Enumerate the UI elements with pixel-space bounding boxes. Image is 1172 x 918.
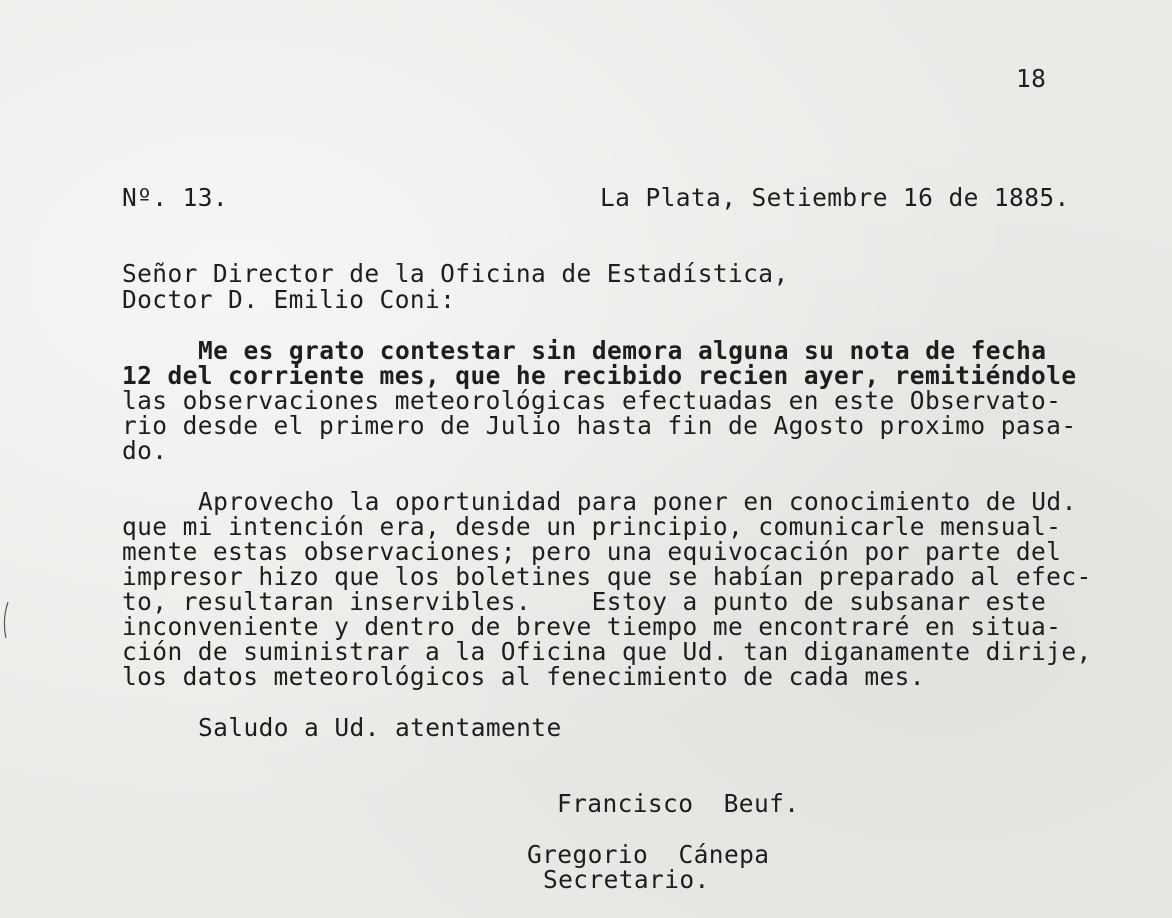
paragraph-line: los datos meteorológicos al fenecimiento de cada mes.	[122, 662, 925, 691]
paragraph-explanation	[122, 489, 1102, 689]
paragraph-line: inconveniente y dentro de breve tiempo me encontraré en situa-	[122, 612, 1062, 641]
paragraph-line: las observaciones meteorológicas efectuadas en este Observato-	[122, 386, 1062, 415]
document-number: Nº. 13.	[122, 183, 229, 212]
secretary-title: Secretario.	[543, 865, 710, 894]
paragraph-line: que mi intención era, desde un principio, comunicarle mensual-	[122, 512, 1062, 541]
signer-name: Francisco Beuf.	[557, 789, 800, 818]
paragraph-line: ción de suministrar a la Oficina que Ud. tan diganamente dirije,	[122, 637, 1092, 666]
secretary-name: Gregorio Cánepa	[527, 840, 770, 869]
addressee-line: Señor Director de la Oficina de Estadística,	[122, 259, 789, 288]
closing-line: Saludo a Ud. atentamente	[198, 713, 562, 742]
paragraph-line: Me es grato contestar sin demora alguna su nota de fecha	[198, 336, 1047, 365]
paragraph-line: 12 del corriente mes, que he recibido recien ayer, remitiéndole	[122, 361, 1077, 390]
paragraph-line: Aprovecho la oportunidad para poner en conocimiento de Ud.	[198, 487, 1077, 516]
paragraph-reply	[122, 338, 1102, 463]
page-number: 18	[1016, 64, 1047, 93]
addressee-line: Doctor D. Emilio Coni:	[122, 285, 456, 314]
paragraph-line: mente estas observaciones; pero una equivocación por parte del	[122, 537, 1062, 566]
paragraph-line: do.	[122, 436, 168, 465]
paragraph-line: to, resultaran inservibles. Estoy a punto de subsanar este	[122, 587, 1047, 616]
paragraph-line: impresor hizo que los boletines que se habían preparado al efec-	[122, 562, 1092, 591]
paragraph-line: rio desde el primero de Julio hasta fin de Agosto proximo pasa-	[122, 411, 1077, 440]
paper-edge-mark	[0, 600, 10, 640]
place-and-date: La Plata, Setiembre 16 de 1885.	[600, 183, 1070, 212]
